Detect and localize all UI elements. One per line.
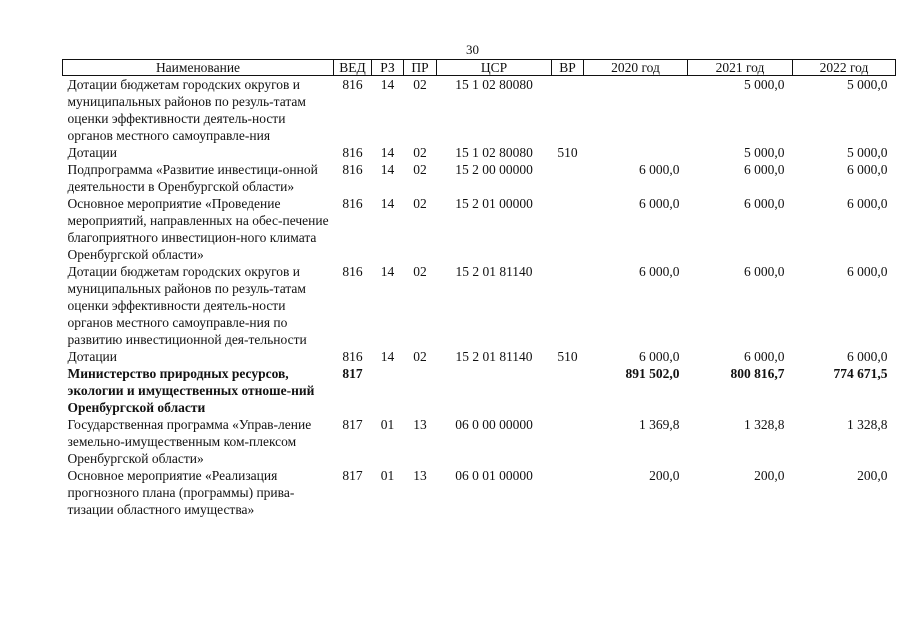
cell-rz: 14 bbox=[380, 349, 395, 364]
cell-2021: 6 000,0 bbox=[744, 162, 785, 177]
cell-2021: 6 000,0 bbox=[744, 196, 785, 211]
cell-pr: 02 bbox=[413, 264, 427, 279]
cell-name: Министерство природных ресурсов, экологии и имущественных отноше-ний Оренбургской области bbox=[67, 366, 315, 415]
cell-ved: 816 bbox=[342, 145, 363, 160]
cell-pr: 02 bbox=[413, 77, 427, 92]
cell-2021: 800 816,7 bbox=[730, 366, 785, 381]
cell-ved: 817 bbox=[342, 366, 363, 381]
cell-ved: 817 bbox=[342, 417, 363, 432]
cell-csr: 15 2 01 00000 bbox=[455, 196, 533, 211]
table-row bbox=[63, 263, 896, 348]
cell-pr bbox=[404, 365, 437, 416]
cell-csr: 15 1 02 80080 bbox=[455, 77, 533, 92]
table-row bbox=[63, 348, 896, 365]
cell-vr bbox=[552, 416, 584, 467]
cell-vr: 510 bbox=[557, 145, 578, 160]
cell-2020: 6 000,0 bbox=[639, 264, 680, 279]
header-vr: ВР bbox=[552, 60, 584, 76]
cell-csr: 15 2 01 81140 bbox=[455, 264, 533, 279]
table-row bbox=[63, 416, 896, 467]
header-row bbox=[63, 60, 896, 76]
cell-2021: 6 000,0 bbox=[744, 264, 785, 279]
cell-2020 bbox=[584, 76, 688, 145]
cell-ved: 816 bbox=[342, 196, 363, 211]
table-row bbox=[63, 467, 896, 518]
cell-name: Дотации bbox=[67, 349, 118, 364]
cell-name: Дотации бюджетам городских округов и муниципальных районов по резуль-татам оценки эффективности деятель-ности органов местного самоуправле-ния bbox=[67, 77, 306, 143]
cell-2021: 6 000,0 bbox=[744, 349, 785, 364]
cell-2020: 6 000,0 bbox=[639, 349, 680, 364]
cell-rz: 14 bbox=[380, 196, 395, 211]
cell-2021: 200,0 bbox=[754, 468, 785, 483]
cell-name: Основное мероприятие «Реализация прогнозного плана (программы) прива-тизации областного имущества» bbox=[67, 468, 295, 517]
budget-table bbox=[62, 59, 896, 518]
cell-2021: 1 328,8 bbox=[744, 417, 785, 432]
cell-2020: 891 502,0 bbox=[625, 366, 680, 381]
cell-2022: 200,0 bbox=[857, 468, 888, 483]
cell-2022: 6 000,0 bbox=[847, 349, 888, 364]
cell-name: Основное мероприятие «Проведение мероприятий, направленных на обес-печение благоприятного инвестицион-ного климата Оренбургской области» bbox=[67, 196, 329, 262]
header-rz: РЗ bbox=[372, 60, 404, 76]
cell-2022: 5 000,0 bbox=[847, 77, 888, 92]
cell-pr: 02 bbox=[413, 162, 427, 177]
cell-ved: 816 bbox=[342, 162, 363, 177]
cell-vr: 510 bbox=[557, 349, 578, 364]
cell-2022: 5 000,0 bbox=[847, 145, 888, 160]
header-ved: ВЕД bbox=[334, 60, 372, 76]
cell-pr: 13 bbox=[413, 417, 427, 432]
header-2021: 2021 год bbox=[688, 60, 793, 76]
cell-rz: 01 bbox=[380, 417, 395, 432]
cell-rz: 14 bbox=[380, 77, 395, 92]
cell-rz bbox=[372, 365, 404, 416]
header-name: Наименование bbox=[63, 60, 334, 76]
table-row bbox=[63, 144, 896, 161]
cell-csr: 06 0 00 00000 bbox=[455, 417, 533, 432]
cell-name: Дотации bbox=[67, 145, 118, 160]
cell-2020: 6 000,0 bbox=[639, 162, 680, 177]
cell-rz: 01 bbox=[380, 468, 395, 483]
cell-rz: 14 bbox=[380, 145, 395, 160]
cell-ved: 816 bbox=[342, 264, 363, 279]
cell-2020: 200,0 bbox=[649, 468, 680, 483]
table-row bbox=[63, 76, 896, 145]
cell-vr bbox=[552, 263, 584, 348]
cell-2022: 6 000,0 bbox=[847, 196, 888, 211]
cell-vr bbox=[552, 161, 584, 195]
cell-2021: 5 000,0 bbox=[744, 145, 785, 160]
cell-2020 bbox=[584, 144, 688, 161]
cell-rz: 14 bbox=[380, 264, 395, 279]
cell-csr: 06 0 01 00000 bbox=[455, 468, 533, 483]
header-2020: 2020 год bbox=[584, 60, 688, 76]
header-pr: ПР bbox=[404, 60, 437, 76]
cell-ved: 816 bbox=[342, 77, 363, 92]
header-csr: ЦСР bbox=[437, 60, 552, 76]
cell-2022: 774 671,5 bbox=[833, 366, 888, 381]
cell-csr: 15 2 00 00000 bbox=[455, 162, 533, 177]
cell-csr bbox=[437, 365, 552, 416]
page-number: 30 bbox=[466, 42, 479, 57]
cell-vr bbox=[552, 76, 584, 145]
cell-2022: 6 000,0 bbox=[847, 162, 888, 177]
cell-2022: 1 328,8 bbox=[847, 417, 888, 432]
cell-2021: 5 000,0 bbox=[744, 77, 785, 92]
cell-name: Дотации бюджетам городских округов и муниципальных районов по резуль-татам оценки эффективности деятель-ности органов местного самоуправле-ния по развитию инвестиционной дея-тельности bbox=[67, 264, 307, 347]
cell-vr bbox=[552, 195, 584, 263]
header-2022: 2022 год bbox=[793, 60, 896, 76]
cell-rz: 14 bbox=[380, 162, 395, 177]
cell-name: Государственная программа «Управ-ление земельно-имущественным ком-плексом Оренбургской области» bbox=[67, 417, 312, 466]
cell-csr: 15 1 02 80080 bbox=[455, 145, 533, 160]
cell-vr bbox=[552, 467, 584, 518]
cell-name: Подпрограмма «Развитие инвестици-онной деятельности в Оренбургской области» bbox=[67, 162, 318, 194]
table-row bbox=[63, 161, 896, 195]
cell-2022: 6 000,0 bbox=[847, 264, 888, 279]
cell-pr: 02 bbox=[413, 196, 427, 211]
table-row-ministry bbox=[63, 365, 896, 416]
table-header bbox=[63, 60, 896, 76]
cell-2020: 1 369,8 bbox=[639, 417, 680, 432]
cell-pr: 02 bbox=[413, 349, 427, 364]
cell-ved: 816 bbox=[342, 349, 363, 364]
cell-2020: 6 000,0 bbox=[639, 196, 680, 211]
cell-pr: 02 bbox=[413, 145, 427, 160]
cell-csr: 15 2 01 81140 bbox=[455, 349, 533, 364]
table-body bbox=[63, 76, 896, 519]
table-row bbox=[63, 195, 896, 263]
cell-vr bbox=[552, 365, 584, 416]
cell-pr: 13 bbox=[413, 468, 427, 483]
cell-ved: 817 bbox=[342, 468, 363, 483]
